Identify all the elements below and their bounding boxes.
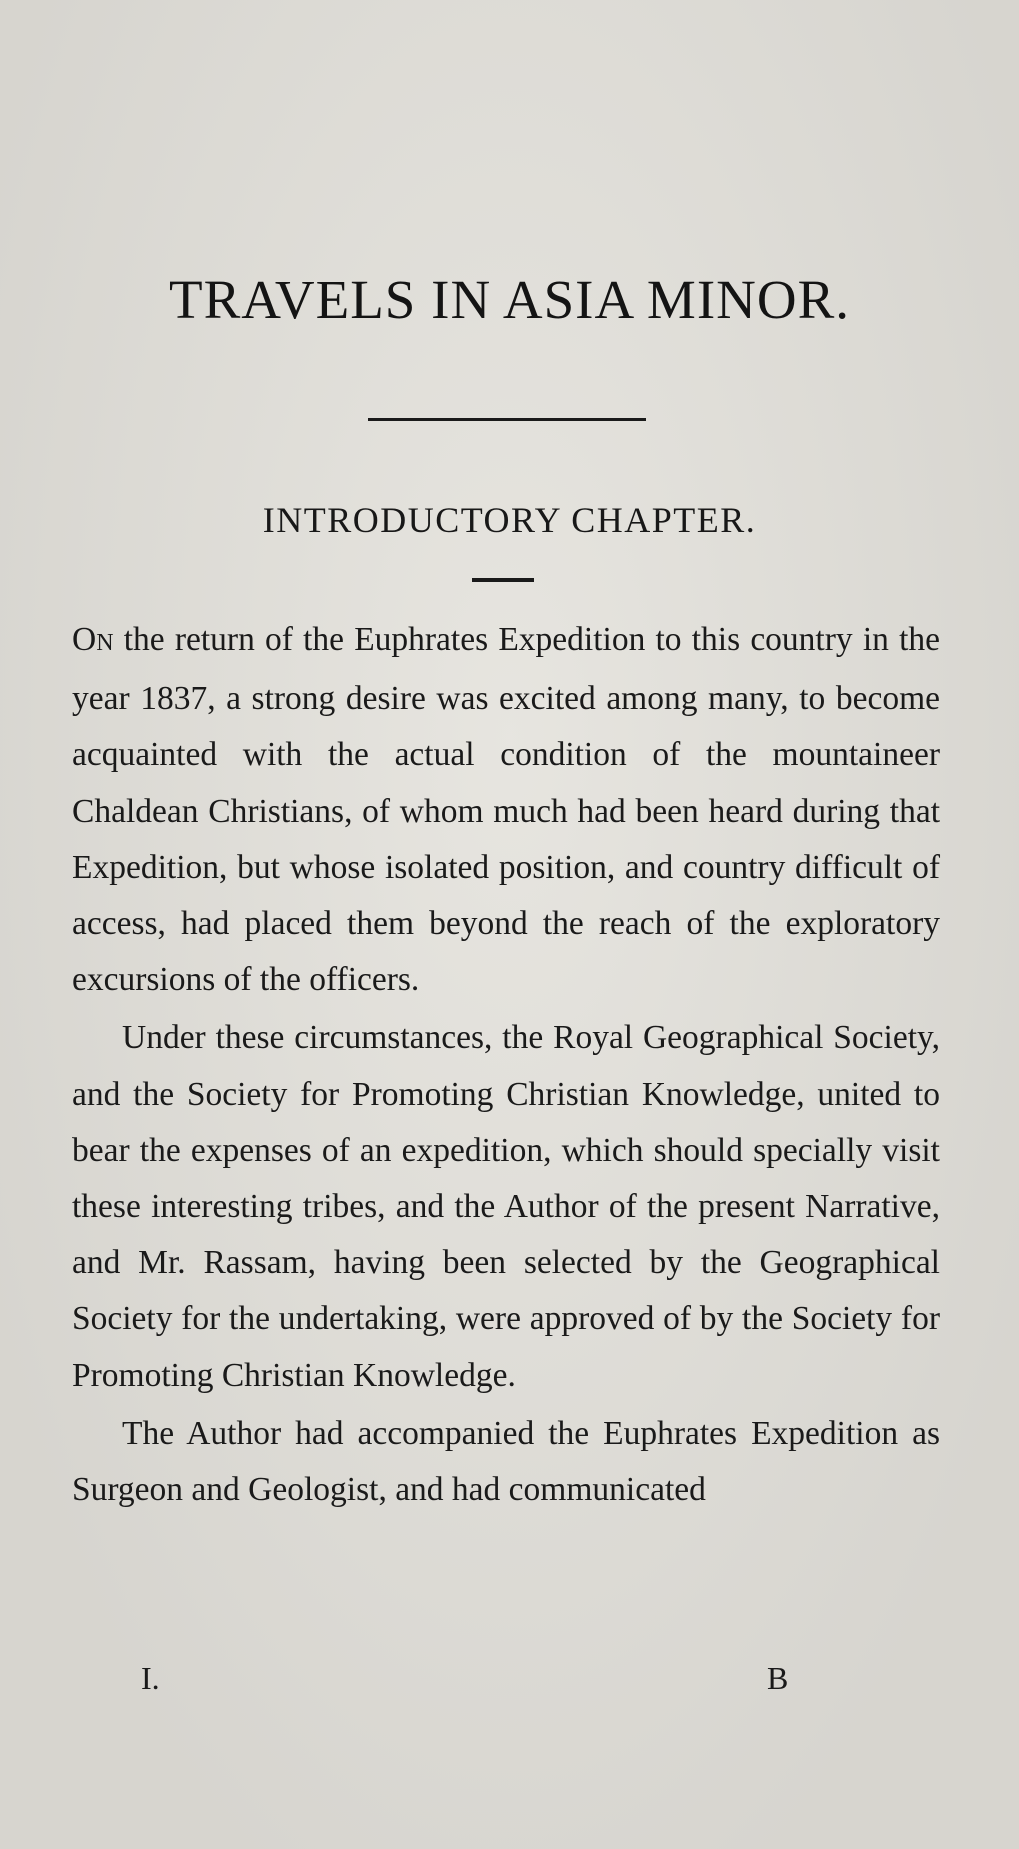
book-title: TRAVELS IN ASIA MINOR.: [168, 269, 851, 330]
paragraph-2: Under these circumstances, the Royal Geographical Society, and the Society for Promoting Christian Knowledge, united to bear the expenses of an expedition, which should specially visit these interesting tribes, and the Author of the present Narrative, and Mr. Rassam, having been selected by the Geographical Society for the undertaking, were approved of by the Society for Promoting Christian Knowledge.: [72, 1019, 940, 1394]
paragraph-1: [72, 612, 940, 1008]
volume-number: I.: [141, 1660, 160, 1696]
signature-mark: B: [767, 1660, 789, 1696]
chapter-heading: INTRODUCTORY CHAPTER.: [262, 500, 757, 540]
chapter-divider-rule: [472, 578, 534, 582]
title-divider-rule: [368, 418, 646, 421]
drop-cap-smallcaps: N: [96, 630, 114, 656]
chapter-body: [72, 612, 940, 1518]
drop-cap: O: [72, 621, 97, 658]
paragraph-3: The Author had accompanied the Euphrates Expedition as Surgeon and Geologist, and had communicated: [72, 1414, 940, 1509]
paragraph-1-text: the return of the Euphrates Expedition to this country in the year 1837, a strong desire was excited among many, to become acquainted with the actual condition of the mountaineer Chaldean Christians, of whom much had been heard during that Expedition, but whose isolated position, and country difficult of access, had placed them beyond the reach of the exploratory excursions of the officers.: [72, 621, 940, 999]
